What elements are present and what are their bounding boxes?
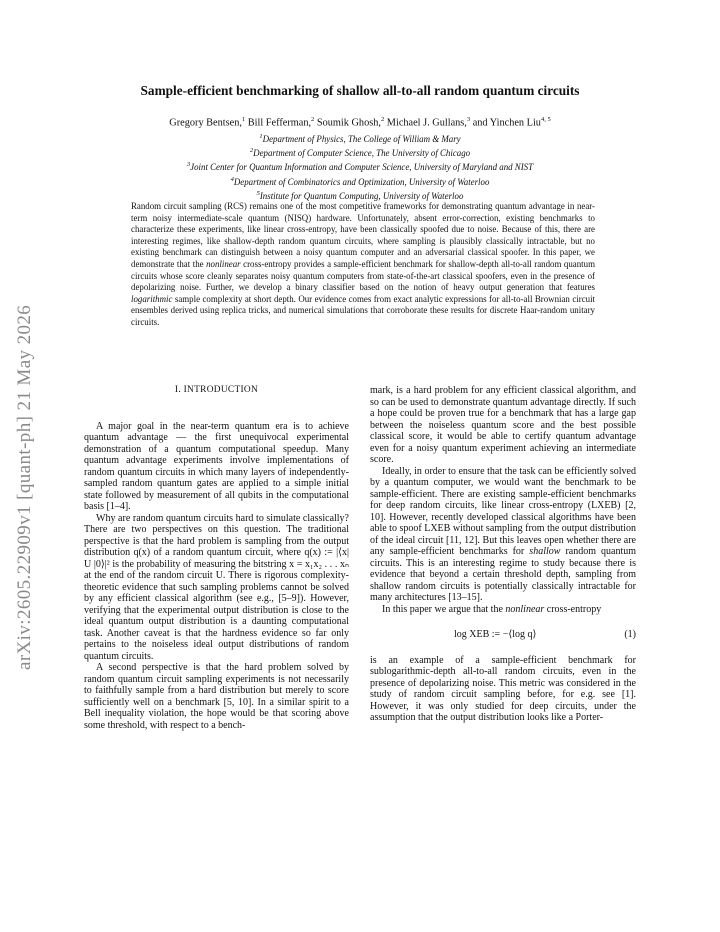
affiliation-marker: 5 <box>256 189 260 197</box>
author-name: and Yinchen Liu <box>472 117 541 129</box>
author-affiliation-marker: 2 <box>380 116 385 123</box>
affiliation-text: Department of Computer Science, The University of Chicago <box>253 148 471 159</box>
author-name: Bill Fefferman, <box>247 117 312 129</box>
body-paragraph: is an example of a sample-efficient benchmark for sublogarithmic-depth all-to-all random circuits, even in the presence of depolarizing noise. This metric was considered in the study of random circuit sampling before, for e.g. see [1]. However, it was only studied for deep circuits, under the assumption that the output distribution looks like a Porter- <box>370 654 636 723</box>
author-affiliation-marker: 1 <box>241 116 246 123</box>
paragraph-text: random quantum circuits. This is an interesting regime to study because there is evidence that beyond a certain threshold depth, sampling from shallow random circuits is potentially classically intractable for many architectures [13–15]. <box>370 546 637 603</box>
affiliation <box>60 131 660 145</box>
affiliation-marker: 1 <box>259 133 263 140</box>
author-name: Soumik Ghosh, <box>316 117 381 129</box>
author-affiliation-marker: 2 <box>311 116 315 123</box>
paragraph-text: Ideally, in order to ensure that the task can be efficiently solved by a quantum computer, we would want the benchmark to be sample-efficient. There are existing sample-efficient benchmarks for deep random circuits, like linear cross-entropy (LXEB) [2, 10]. However, recently developed classical algorithms have been able to spoof LXEB without sampling from the output distribution of the ideal circuit [11, 12]. But this leaves open whether there are any sample-efficient benchmarks for <box>370 465 636 557</box>
equation-body: log XEB := −⟨log q⟩ <box>454 629 537 640</box>
author-affiliation-marker: 3 <box>466 116 471 123</box>
left-column <box>84 385 349 731</box>
author-list <box>60 116 660 128</box>
affiliation-text: Institute for Quantum Computing, University of Waterloo <box>259 190 464 201</box>
abstract-text: Random circuit sampling (RCS) remains one of the most competitive frameworks for demonstrating quantum advantage in near-term noisy intermediate-scale quantum (NISQ) hardware. Unfortunately, absent error-correction, existing benchmarks to characterize these experiments, like linear cross-entropy, have been classically spoofed due to noise. Because of this, there are interesting regimes, like shallow-depth random quantum circuits, where sampling is plausibly classically intractable, but no existing benchmark can distinguish between a noisy quantum computer and an adversarial classical spoofer. In this paper, we demonstrate that the <box>131 201 595 269</box>
equation-number: (1) <box>624 629 636 640</box>
body-paragraph <box>370 604 636 616</box>
affiliation <box>60 159 660 173</box>
abstract-emphasis: nonlinear <box>206 258 241 269</box>
body-paragraph: A second perspective is that the hard problem solved by random quantum circuit sampling experiments is not necessarily to faithfully sample from a hard distribution but merely to score sufficiently well on a benchmark [5, 10]. In a similar spirit to a Bell inequality violation, the hope would be that scoring above some threshold, with respect to a bench- <box>84 662 349 731</box>
abstract-emphasis: logarithmic <box>131 293 173 304</box>
affiliation <box>60 145 660 159</box>
section-heading: I. INTRODUCTION <box>174 385 259 395</box>
author-name: Gregory Bentsen, <box>169 117 242 129</box>
affiliation-text: Department of Physics, The College of William & Mary <box>262 133 461 144</box>
right-column <box>370 385 636 724</box>
affiliation-list <box>60 131 660 202</box>
author-name: Michael J. Gullans, <box>386 117 467 129</box>
paragraph-emphasis: nonlinear <box>505 603 545 615</box>
abstract-text: cross-entropy provides a sample-efficient benchmark for shallow-depth all-to-all random quantum circuits whose score cleanly separates noisy quantum computers from state-of-the-art classical spoofers, even in the presence of depolarizing noise. Further, we develop a binary classifier based on the notion of heavy output generation that features <box>131 258 595 293</box>
affiliation <box>60 174 660 188</box>
paragraph-emphasis: shallow <box>529 546 561 557</box>
paper-title: Sample-efficient benchmarking of shallow all-to-all random quantum circuits <box>140 83 580 98</box>
affiliation-text: Department of Combinatorics and Optimization, University of Waterloo <box>233 176 490 187</box>
affiliation <box>60 188 660 202</box>
arxiv-identifier-text: arXiv:2605.22909v1 [quant-ph] 21 May 2026 <box>14 304 35 670</box>
abstract <box>131 201 595 329</box>
abstract-text: sample complexity at short depth. Our evidence comes from exact analytic expressions for all-to-all Brownian circuit ensembles derived using replica tricks, and numerical simulations that corroborate these results for discrete Haar-random unitary circuits. <box>131 293 595 327</box>
body-paragraph: A major goal in the near-term quantum era is to achieve quantum advantage — the first unequivocal experimental demonstration of a quantum computational speedup. Many quantum advantage experiments involve implementations of random quantum circuits in which many layers of independently-sampled random quantum gates are applied to a simple initial state followed by measurement of all qubits in the computational basis [1–4]. <box>84 420 349 512</box>
equation <box>370 629 636 641</box>
arxiv-identifier-svg <box>2 230 42 670</box>
body-paragraph: Why are random quantum circuits hard to simulate classically? There are two perspectives on this question. The traditional perspective is that the hard problem is sampling from the output distribution q(x) of a random quantum circuit, where q(x) := |⟨x| U |0⟩|² is the probability of measuring the bitstring x = x₁x₂ . . . xₙ at the end of the random circuit U. There is rigorous complexity-theoretic evidence that such sampling problems cannot be solved by any efficient classical algorithm (see e.g., [5–9]). However, verifying that the experimental output distribution is close to the ideal quantum output distribution is a daunting computational task. Another caveat is that the hardness evidence so far only pertains to the noiseless ideal output distributions of random quantum circuits. <box>84 512 349 662</box>
paragraph-text: cross-entropy <box>544 603 602 615</box>
paragraph-text: In this paper we argue that the <box>382 603 506 615</box>
affiliation-marker: 4 <box>230 175 234 183</box>
body-paragraph <box>370 466 636 604</box>
affiliation-marker: 3 <box>186 161 191 169</box>
body-paragraph: mark, is a hard problem for any efficient classical algorithm, and so can be used to demonstrate quantum advantage directly. If such a hope could be proven true for a benchmark that has a large gap between the noiseless quantum score and the best possible classical score, it would be able to certify quantum advantage even for a noisy quantum experiment achieving an intermediate score. <box>370 385 636 465</box>
author-affiliation-marker: 4, 5 <box>540 116 551 123</box>
arxiv-identifier-sidebar <box>2 230 42 670</box>
affiliation-marker: 2 <box>249 147 254 155</box>
affiliation-text: Joint Center for Quantum Information and Computer Science, University of Maryland and NIST <box>190 162 534 173</box>
